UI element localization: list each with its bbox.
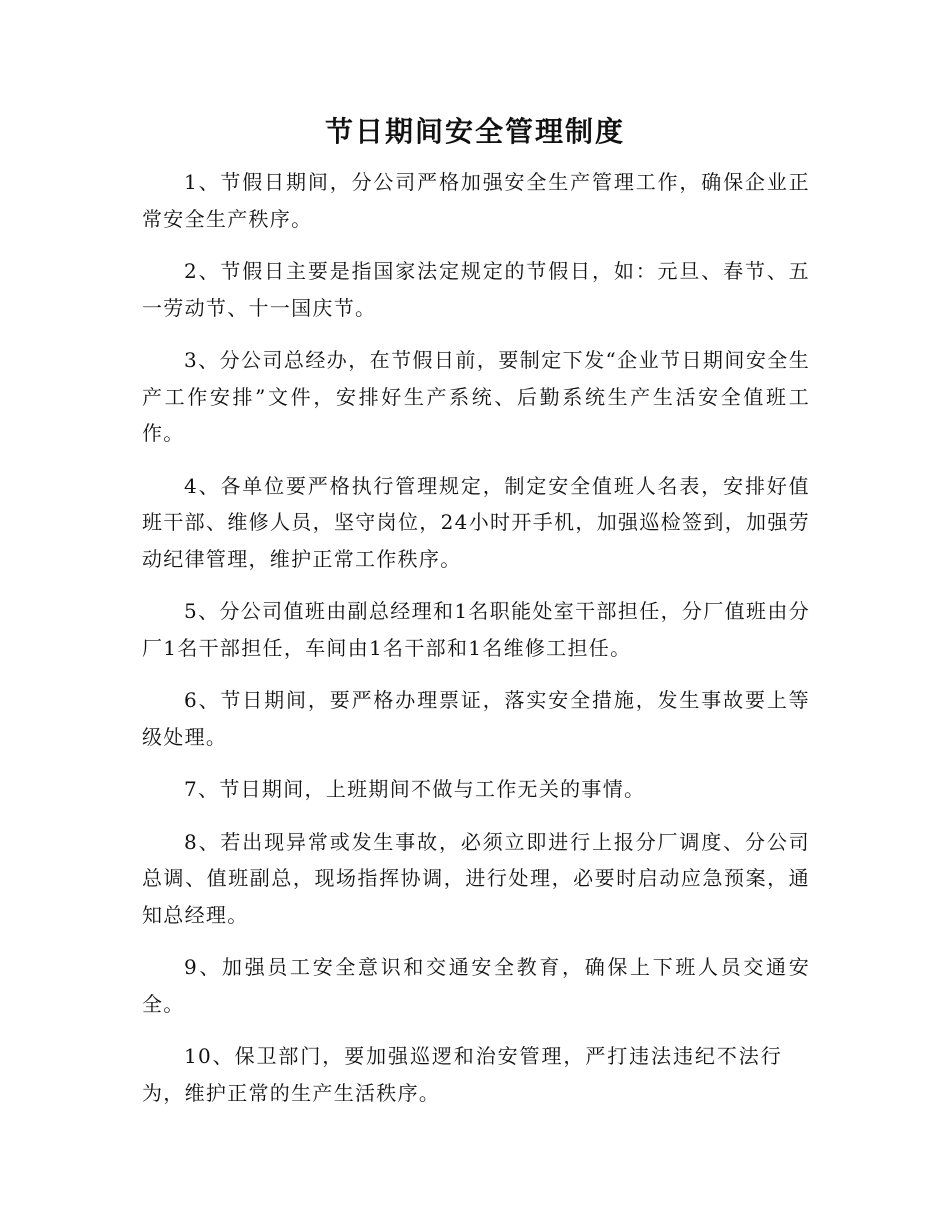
- paragraph-10: 10、保卫部门，要加强巡逻和治安管理，严打违法违纪不法行为，维护正常的生产生活秩序。: [142, 1044, 782, 1105]
- paragraph-5: 5、分公司值班由副总经理和1名职能处室干部担任，分厂值班由分厂1名干部担任，车间由1名干部和1名维修工担任。: [142, 599, 810, 660]
- paragraph-3: 3、分公司总经办，在节假日前，要制定下发“企业节日期间安全生产工作安排”文件，安排好生产系统、后勤系统生产生活安全值班工作。: [142, 348, 810, 445]
- paragraph-2: 2、节假日主要是指国家法定规定的节假日，如：元旦、春节、五一劳动节、十一国庆节。: [142, 259, 810, 320]
- paragraph-9: 9、加强员工安全意识和交通安全教育，确保上下班人员交通安全。: [142, 955, 810, 1016]
- paragraph-7: 7、节日期间，上班期间不做与工作无关的事情。: [184, 777, 646, 801]
- page-title: 节日期间安全管理制度: [324, 115, 625, 148]
- paragraph-1: 1、节假日期间，分公司严格加强安全生产管理工作，确保企业正常安全生产秩序。: [142, 170, 810, 231]
- paragraph-4: 4、各单位要严格执行管理规定，制定安全值班人名表，安排好值班干部、维修人员，坚守岗位，24小时开手机，加强巡检签到，加强劳动纪律管理，维护正常工作秩序。: [142, 473, 810, 571]
- paragraph-8: 8、若出现异常或发生事故，必须立即进行上报分厂调度、分公司总调、值班副总，现场指挥协调，进行处理，必要时启动应急预案，通知总经理。: [142, 829, 810, 927]
- paragraph-6: 6、节日期间，要严格办理票证，落实安全措施，发生事故要上等级处理。: [142, 688, 810, 749]
- document-body: [142, 164, 810, 1127]
